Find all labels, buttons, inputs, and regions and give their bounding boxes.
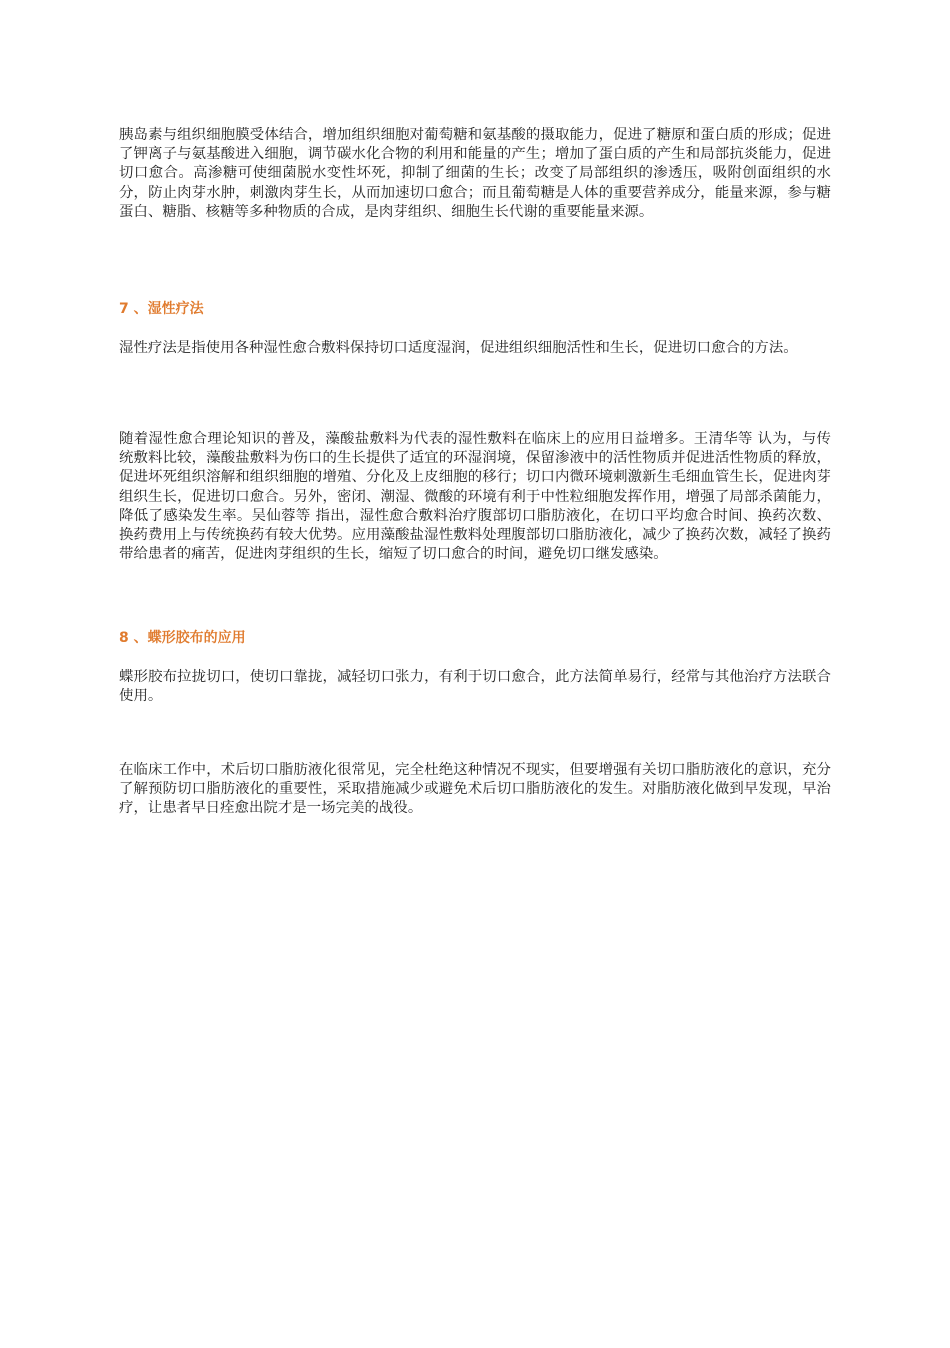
paragraph-moist-therapy-details: 随着湿性愈合理论知识的普及，藻酸盐敷料为代表的湿性敷料在临床上的应用日益增多。王清华等 认为，与传统敷料比较，藻酸盐敷料为伤口的生长提供了适宜的环湿润境，保留渗液中的活性物质并促进活性物质的释放，促进坏死组织溶解和组织细胞的增殖、分化及上皮细胞的移行；切口内微环境刺激新生毛细血管生长，促进肉芽组织生长，促进切口愈合。另外，密闭、潮湿、微酸的环境有利于中性粒细胞发挥作用，增强了局部杀菌能力，降低了感染发生率。吴仙蓉等 指出，湿性愈合敷料治疗腹部切口脂肪液化，在切口平均愈合时间、换药次数、换药费用上与传统换药有较大优势。应用藻酸盐湿性敷料处理腹部切口脂肪液化，减少了换药次数，减轻了换药带给患者的痛苦，促进肉芽组织的生长，缩短了切口愈合的时间，避免切口继发感染。 [119,431,831,563]
section-heading-7: 7 、湿性疗法 [119,301,204,317]
paragraph-butterfly-tape: 蝶形胶布拉拢切口，使切口靠拢，减轻切口张力，有利于切口愈合，此方法简单易行，经常与其他治疗方法联合使用。 [119,669,831,705]
section-heading-8: 8 、蝶形胶布的应用 [119,630,246,646]
paragraph-moist-therapy-definition: 湿性疗法是指使用各种湿性愈合敷料保持切口适度湿润，促进组织细胞活性和生长，促进切口愈合的方法。 [119,340,798,356]
paragraph-conclusion: 在临床工作中，术后切口脂肪液化很常见，完全杜绝这种情况不现实，但要增强有关切口脂肪液化的意识，充分了解预防切口脂肪液化的重要性，采取措施减少或避免术后切口脂肪液化的发生。对脂肪液化做到早发现，早治疗，让患者早日痊愈出院才是一场完美的战役。 [119,762,831,817]
paragraph-insulin-glucose: 胰岛素与组织细胞膜受体结合，增加组织细胞对葡萄糖和氨基酸的摄取能力，促进了糖原和蛋白质的形成；促进了钾离子与氨基酸进入细胞，调节碳水化合物的利用和能量的产生；增加了蛋白质的产生和局部抗炎能力，促进切口愈合。高渗糖可使细菌脱水变性坏死，抑制了细菌的生长；改变了局部组织的渗透压，吸附创面组织的水分，防止肉芽水肿，刺激肉芽生长，从而加速切口愈合；而且葡萄糖是人体的重要营养成分，能量来源，参与糖蛋白、糖脂、核糖等多种物质的合成，是肉芽组织、细胞生长代谢的重要能量来源。 [119,127,831,220]
